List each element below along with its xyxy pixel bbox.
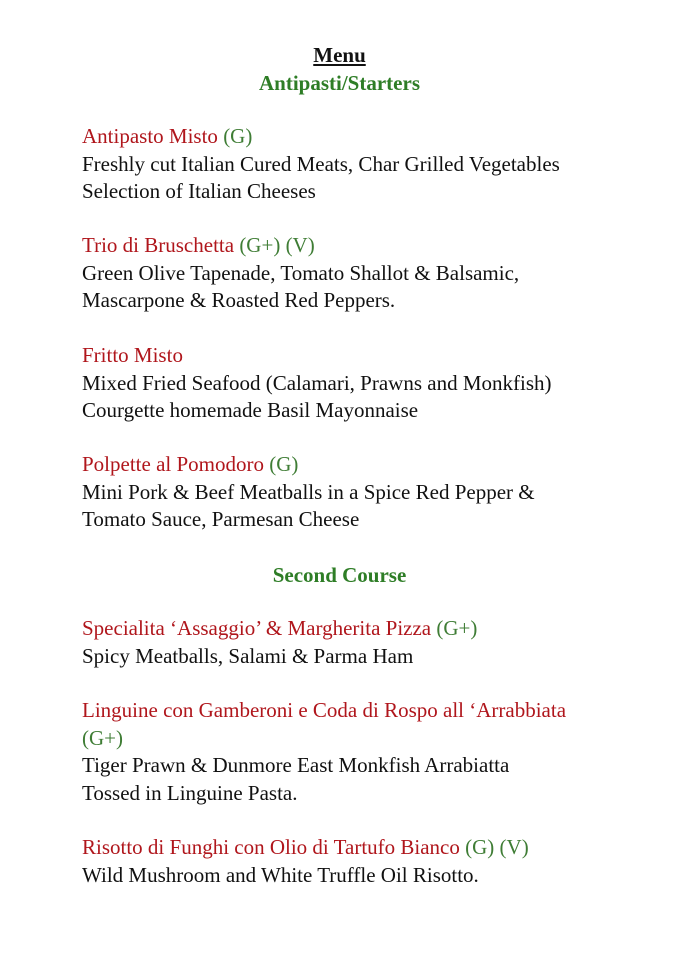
- item-description-line: Green Olive Tapenade, Tomato Shallot & Balsamic,: [82, 260, 520, 285]
- dietary-tag: (V): [285, 233, 315, 257]
- menu-item-fritto-misto: [82, 342, 672, 425]
- item-name: Risotto di Funghi con Olio di Tartufo Bianco: [82, 835, 460, 859]
- item-description-line: Spicy Meatballs, Salami & Parma Ham: [82, 643, 414, 668]
- item-name: Specialita ‘Assaggio’ & Margherita Pizza: [82, 616, 432, 640]
- item-tag-line: [82, 725, 672, 753]
- item-description-line: Selection of Italian Cheeses: [82, 179, 316, 203]
- menu-title: Menu: [313, 43, 366, 67]
- item-name: Polpette al Pomodoro: [82, 452, 264, 476]
- item-description-line: Freshly cut Italian Cured Meats, Char Grilled Vegetables: [82, 151, 560, 176]
- item-name-line: [82, 834, 672, 862]
- menu-item-risotto-funghi: [82, 834, 672, 889]
- item-name-line: [82, 123, 672, 151]
- item-description-line: Mini Pork & Beef Meatballs in a Spice Red Pepper &: [82, 479, 535, 504]
- item-name: Linguine con Gamberoni e Coda di Rospo all ‘Arrabbiata: [82, 698, 567, 722]
- menu-item-antipasto-misto: [82, 123, 672, 206]
- item-name-line: [82, 697, 672, 725]
- dietary-tag: (G+): [239, 233, 281, 257]
- dietary-tag: (G): [465, 835, 495, 859]
- item-description-line: Mixed Fried Seafood (Calamari, Prawns and Monkfish): [82, 370, 552, 395]
- item-name-line: [82, 451, 672, 479]
- item-name-line: [82, 615, 672, 643]
- section-heading-starters: Antipasti/Starters: [259, 71, 420, 95]
- dietary-tag: (G): [223, 124, 253, 148]
- dietary-tag: (G+): [436, 616, 478, 640]
- item-description-line: Wild Mushroom and White Truffle Oil Risotto.: [82, 862, 479, 887]
- item-description-line: Courgette homemade Basil Mayonnaise: [82, 398, 419, 422]
- item-name: Trio di Bruschetta: [82, 233, 235, 257]
- item-name: Fritto Misto: [82, 343, 183, 367]
- menu-item-linguine-arrabbiata: [82, 697, 672, 807]
- menu-item-polpette-al-pomodoro: [82, 451, 672, 534]
- section-heading-second-course: Second Course: [272, 563, 407, 587]
- menu-item-trio-di-bruschetta: [82, 232, 672, 315]
- item-description-line: Tomato Sauce, Parmesan Cheese: [82, 507, 360, 531]
- item-description-line: Tiger Prawn & Dunmore East Monkfish Arrabiatta: [82, 753, 510, 777]
- dietary-tag: (G): [269, 452, 299, 476]
- menu-item-specialita-assaggio-pizza: [82, 615, 672, 670]
- item-description-line: Mascarpone & Roasted Red Peppers.: [82, 288, 396, 312]
- item-name-line: [82, 232, 672, 260]
- dietary-tag: (G+): [82, 725, 123, 750]
- dietary-tag: (V): [499, 835, 529, 859]
- item-name-line: [82, 342, 672, 370]
- item-description-line: Tossed in Linguine Pasta.: [82, 780, 298, 805]
- item-name: Antipasto Misto: [82, 124, 218, 148]
